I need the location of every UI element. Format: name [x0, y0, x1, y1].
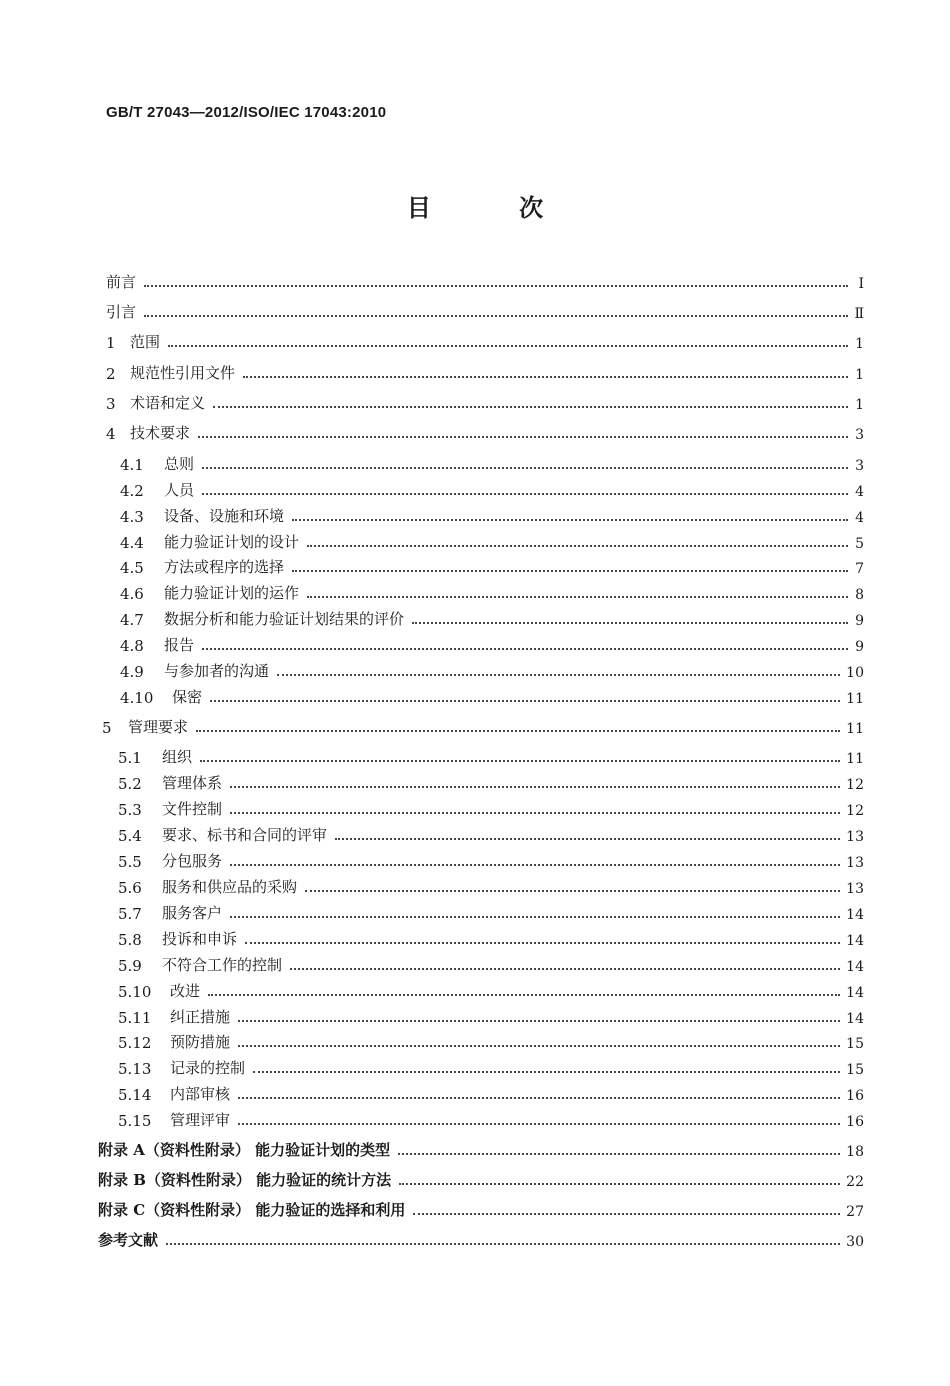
toc-entry-page: 11: [846, 721, 864, 737]
toc-entry-number: 5.4: [118, 827, 142, 845]
dot-leader: [230, 786, 840, 788]
toc-entry-page: 14: [846, 907, 864, 923]
toc-entry-number: 4.2: [120, 482, 144, 500]
toc-entry-page: 1: [855, 397, 864, 413]
toc-entry-label: 参考文献: [98, 1231, 159, 1249]
toc-entry[interactable]: [118, 1030, 864, 1052]
dot-leader: [210, 700, 840, 702]
toc-entry-number: 5.8: [118, 931, 142, 949]
toc-entry-page: 16: [846, 1088, 864, 1104]
dot-leader: [412, 622, 848, 624]
toc-entry-page: 13: [846, 855, 864, 871]
toc-entry-label: 能力验证计划的设计: [164, 533, 300, 551]
toc-entry-label: 技术要求: [130, 424, 191, 442]
toc-entry-label: 报告: [164, 636, 195, 654]
toc-entry-label: 内部审核: [170, 1085, 231, 1103]
toc-entry-page: 14: [846, 1011, 864, 1027]
toc-entry-label: 能力验证计划的运作: [164, 584, 300, 602]
toc-entry-number: 4.10: [120, 689, 154, 707]
dot-leader: [200, 760, 840, 762]
dot-leader: [307, 596, 848, 598]
toc-entry-label: 服务客户: [162, 904, 223, 922]
toc-entry-page: 15: [846, 1062, 864, 1078]
toc-entry-label: 纠正措施: [170, 1008, 231, 1026]
toc-entry-label: 引言: [106, 303, 137, 321]
dot-leader: [238, 1097, 840, 1099]
toc-entry-label: 与参加者的沟通: [164, 662, 270, 680]
toc-entry-page: 13: [846, 829, 864, 845]
toc-entry-number: 5.5: [118, 853, 142, 871]
toc-entry-page: 11: [846, 691, 864, 707]
toc-entry[interactable]: [118, 875, 864, 897]
dot-leader: [307, 545, 848, 547]
toc-entry-page: 12: [846, 803, 864, 819]
toc-entry-number: 5.9: [118, 957, 142, 975]
toc-entry-label: 附录 B（资料性附录） 能力验证的统计方法: [98, 1171, 392, 1189]
toc-entry[interactable]: [118, 901, 864, 923]
toc-entry-label: 前言: [106, 273, 137, 291]
toc-entry-label: 分包服务: [162, 852, 223, 870]
toc-entry-label: 管理体系: [162, 774, 223, 792]
document-header: GB/T 27043—2012/ISO/IEC 17043:2010: [106, 104, 387, 121]
toc-entry-page: 11: [846, 751, 864, 767]
dot-leader: [399, 1183, 840, 1185]
dot-leader: [144, 315, 848, 317]
toc-entry[interactable]: [118, 797, 864, 819]
toc-entry-label: 文件控制: [162, 800, 223, 818]
toc-entry-label: 预防措施: [170, 1033, 231, 1051]
toc-entry[interactable]: [118, 823, 864, 845]
toc-entry-page: 4: [855, 510, 864, 526]
toc-entry-page: 14: [846, 959, 864, 975]
toc-entry-page: 22: [846, 1174, 864, 1190]
toc-entry-number: 4.8: [120, 637, 144, 655]
toc-entry[interactable]: [106, 391, 864, 413]
dot-leader: [292, 519, 848, 521]
toc-entry[interactable]: [120, 685, 864, 707]
toc-entry[interactable]: [118, 745, 864, 767]
toc-entry[interactable]: [118, 953, 864, 975]
toc-entry-page: 10: [846, 665, 864, 681]
toc-entry-number: 4.9: [120, 663, 144, 681]
toc-entry-page: 13: [846, 881, 864, 897]
toc-entry-label: 术语和定义: [130, 394, 206, 412]
toc-entry[interactable]: [120, 633, 864, 655]
toc-entry-number: 4.4: [120, 534, 144, 552]
toc-entry-page: 12: [846, 777, 864, 793]
toc-entry-page: 9: [855, 613, 864, 629]
toc-entry-number: 4.6: [120, 585, 144, 603]
dot-leader: [238, 1045, 840, 1047]
dot-leader: [335, 838, 840, 840]
toc-entry[interactable]: [118, 1108, 864, 1130]
dot-leader: [305, 890, 840, 892]
dot-leader: [230, 916, 840, 918]
toc-entry-label: 要求、标书和合同的评审: [162, 826, 328, 844]
toc-entry-number: 3: [106, 395, 116, 413]
toc-entry-page: 18: [846, 1144, 864, 1160]
toc-entry-number: 5.10: [118, 983, 152, 1001]
dot-leader: [213, 406, 848, 408]
toc-entry[interactable]: [120, 581, 864, 603]
toc-entry[interactable]: [106, 270, 864, 292]
toc-entry-page: 1: [855, 367, 864, 383]
toc-entry-page: 3: [855, 458, 864, 474]
dot-leader: [168, 345, 848, 347]
toc-entry[interactable]: [118, 979, 864, 1001]
toc-entry-page: 15: [846, 1036, 864, 1052]
dot-leader: [238, 1123, 840, 1125]
dot-leader: [202, 648, 848, 650]
page-title: 目 次: [406, 193, 584, 222]
dot-leader: [166, 1243, 840, 1245]
toc-entry-label: 附录 A（资料性附录） 能力验证计划的类型: [98, 1141, 391, 1159]
dot-leader: [290, 968, 840, 970]
toc-entry[interactable]: [102, 715, 864, 737]
toc-entry[interactable]: [120, 452, 864, 474]
toc-entry-label: 总则: [164, 455, 195, 473]
toc-entry-page: Ⅱ: [854, 306, 864, 322]
toc-entry-number: 5.3: [118, 801, 142, 819]
toc-entry[interactable]: [106, 330, 864, 352]
dot-leader: [245, 942, 840, 944]
toc-entry-number: 4.5: [120, 559, 144, 577]
toc-entry-page: 14: [846, 933, 864, 949]
toc-entry[interactable]: [120, 530, 864, 552]
toc-entry-number: 5.2: [118, 775, 142, 793]
toc-entry[interactable]: [118, 1005, 864, 1027]
toc-entry-label: 范围: [130, 333, 161, 351]
toc-entry-number: 4.1: [120, 456, 144, 474]
toc-entry-number: 4.7: [120, 611, 144, 629]
toc-entry-page: 4: [855, 484, 864, 500]
toc-entry[interactable]: [106, 421, 864, 443]
toc-entry-label: 服务和供应品的采购: [162, 878, 298, 896]
toc-entry-page: 30: [846, 1234, 864, 1250]
toc-entry-number: 5: [102, 719, 112, 737]
toc-entry[interactable]: [98, 1138, 864, 1160]
toc-entry-number: 5.15: [118, 1112, 152, 1130]
toc-entry-label: 保密: [172, 688, 203, 706]
toc-entry-label: 人员: [164, 481, 195, 499]
toc-entry-label: 投诉和申诉: [162, 930, 238, 948]
dot-leader: [202, 467, 848, 469]
toc-entry-label: 附录 C（资料性附录） 能力验证的选择和利用: [98, 1201, 406, 1219]
dot-leader: [198, 436, 848, 438]
toc-entry-page: Ⅰ: [858, 276, 864, 292]
toc-entry[interactable]: [120, 607, 864, 629]
toc-entry-number: 5.11: [118, 1009, 152, 1027]
dot-leader: [230, 864, 840, 866]
toc-entry-number: 5.1: [118, 749, 142, 767]
toc-entry-label: 不符合工作的控制: [162, 956, 283, 974]
toc-entry-number: 5.7: [118, 905, 142, 923]
dot-leader: [230, 812, 840, 814]
toc-entry[interactable]: [120, 659, 864, 681]
dot-leader: [202, 493, 848, 495]
toc-entry[interactable]: [118, 1056, 864, 1078]
dot-leader: [292, 570, 848, 572]
toc-entry[interactable]: [118, 771, 864, 793]
toc-entry[interactable]: [106, 361, 864, 383]
toc-entry[interactable]: [120, 478, 864, 500]
toc-entry-number: 5.14: [118, 1086, 152, 1104]
dot-leader: [243, 376, 848, 378]
toc-entry-page: 5: [855, 536, 864, 552]
toc-entry-label: 管理评审: [170, 1111, 231, 1129]
toc-entry-number: 5.12: [118, 1034, 152, 1052]
toc-entry-label: 方法或程序的选择: [164, 558, 285, 576]
dot-leader: [144, 285, 848, 287]
toc-entry-page: 3: [855, 427, 864, 443]
toc-entry-number: 5.13: [118, 1060, 152, 1078]
toc-entry-label: 改进: [170, 982, 201, 1000]
toc-entry-label: 数据分析和能力验证计划结果的评价: [164, 610, 405, 628]
toc-entry-page: 1: [855, 336, 864, 352]
toc-entry-page: 9: [855, 639, 864, 655]
dot-leader: [253, 1071, 840, 1073]
toc-entry-label: 规范性引用文件: [130, 364, 236, 382]
toc-entry-label: 组织: [162, 748, 193, 766]
toc-entry-page: 27: [846, 1204, 864, 1220]
toc-entry[interactable]: [120, 555, 864, 577]
toc-entry-page: 16: [846, 1114, 864, 1130]
dot-leader: [398, 1153, 840, 1155]
toc-entry[interactable]: [118, 849, 864, 871]
dot-leader: [413, 1213, 840, 1215]
dot-leader: [238, 1020, 840, 1022]
toc-entry-number: 4: [106, 425, 116, 443]
toc-entry-number: 5.6: [118, 879, 142, 897]
toc-entry-number: 1: [106, 334, 116, 352]
toc-entry[interactable]: [106, 300, 864, 322]
toc-entry[interactable]: [98, 1168, 864, 1190]
toc-entry[interactable]: [98, 1228, 864, 1250]
dot-leader: [208, 994, 840, 996]
toc-entry-label: 记录的控制: [170, 1059, 246, 1077]
toc-entry-page: 14: [846, 985, 864, 1001]
toc-entry-page: 8: [855, 587, 864, 603]
toc-entry-number: 2: [106, 365, 116, 383]
toc-entry[interactable]: [118, 927, 864, 949]
dot-leader: [196, 730, 840, 732]
dot-leader: [277, 674, 840, 676]
toc-entry-label: 设备、设施和环境: [164, 507, 285, 525]
toc-entry-number: 4.3: [120, 508, 144, 526]
toc-entry[interactable]: [118, 1082, 864, 1104]
toc-entry-page: 7: [855, 561, 864, 577]
toc-entry-label: 管理要求: [128, 718, 189, 736]
toc-entry[interactable]: [120, 504, 864, 526]
toc-entry[interactable]: [98, 1198, 864, 1220]
